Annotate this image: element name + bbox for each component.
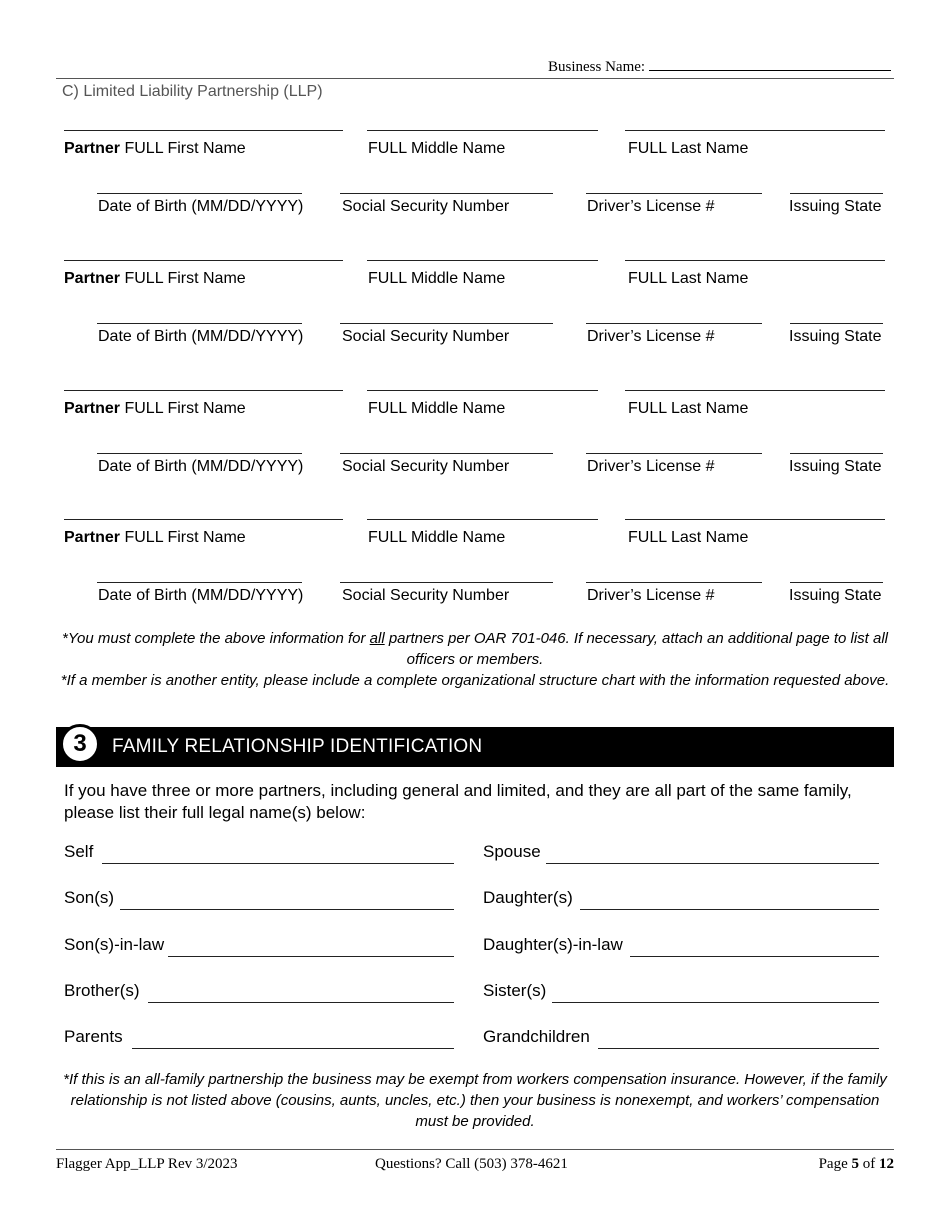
partner-ssn-label: Social Security Number bbox=[342, 198, 510, 215]
section-3-title: FAMILY RELATIONSHIP IDENTIFICATION bbox=[112, 736, 483, 757]
partner-first-name-line[interactable] bbox=[64, 390, 343, 391]
partner-state-label: Issuing State bbox=[789, 328, 882, 345]
partner-dl-line[interactable] bbox=[586, 453, 762, 454]
family-intro-text: If you have three or more partners, including general and limited, and they are all part of the same family, please list their full legal name(s) below: bbox=[64, 781, 852, 822]
family-field-line[interactable] bbox=[580, 909, 879, 910]
partner-first-name-line[interactable] bbox=[64, 519, 343, 520]
family-field-line[interactable] bbox=[630, 956, 879, 957]
partner-first-name-label: Partner FULL First Name bbox=[64, 140, 246, 157]
family-field-line[interactable] bbox=[552, 1002, 879, 1003]
family-field-label: Son(s) bbox=[64, 888, 115, 907]
business-name-input-line[interactable] bbox=[649, 57, 891, 71]
business-name-label: Business Name: bbox=[548, 59, 646, 75]
family-field-label: Sister(s) bbox=[483, 981, 547, 1000]
partner-dl-line[interactable] bbox=[586, 323, 762, 324]
partner-dob-label: Date of Birth (MM/DD/YYYY) bbox=[98, 458, 304, 475]
form-revision: Flagger App_LLP Rev 3/2023 bbox=[56, 1156, 238, 1172]
family-field-line[interactable] bbox=[132, 1048, 454, 1049]
partner-middle-name-label: FULL Middle Name bbox=[368, 400, 506, 417]
family-field-line[interactable] bbox=[168, 956, 454, 957]
family-exemption-note: *If this is an all-family partnership the business may be exempt from workers compensation insurance. However, if the family relationship is not listed above (cousins, aunts, uncles, etc.) then your business is nonexempt, and workers’ compensation must be provided. bbox=[63, 1071, 887, 1130]
partner-last-name-label: FULL Last Name bbox=[628, 140, 749, 157]
partner-middle-name-line[interactable] bbox=[367, 390, 598, 391]
partner-dl-label: Driver’s License # bbox=[587, 587, 715, 604]
family-field-line[interactable] bbox=[102, 863, 454, 864]
partner-dob-label: Date of Birth (MM/DD/YYYY) bbox=[98, 198, 304, 215]
contact-phone: Questions? Call (503) 378-4621 bbox=[375, 1156, 568, 1172]
family-field-label: Daughter(s)-in-law bbox=[483, 935, 623, 954]
partner-last-name-label: FULL Last Name bbox=[628, 400, 749, 417]
family-field-line[interactable] bbox=[546, 863, 879, 864]
partner-first-name-label: Partner FULL First Name bbox=[64, 529, 246, 546]
partner-ssn-line[interactable] bbox=[340, 323, 553, 324]
partners-note: *You must complete the above information for all partners per OAR 701-046. If necessary, attach an additional page to list all officers or members. bbox=[61, 630, 889, 668]
partner-dl-line[interactable] bbox=[586, 193, 762, 194]
family-field-line[interactable] bbox=[148, 1002, 454, 1003]
partner-ssn-line[interactable] bbox=[340, 193, 553, 194]
partner-dl-label: Driver’s License # bbox=[587, 458, 715, 475]
partner-last-name-label: FULL Last Name bbox=[628, 529, 749, 546]
family-field-line[interactable] bbox=[598, 1048, 879, 1049]
partner-ssn-label: Social Security Number bbox=[342, 328, 510, 345]
partner-last-name-line[interactable] bbox=[625, 390, 885, 391]
partner-middle-name-label: FULL Middle Name bbox=[368, 529, 506, 546]
family-field-label: Son(s)-in-law bbox=[64, 935, 165, 954]
partner-first-name-label: Partner FULL First Name bbox=[64, 400, 246, 417]
partner-state-line[interactable] bbox=[790, 582, 883, 583]
partner-state-line[interactable] bbox=[790, 323, 883, 324]
partner-middle-name-label: FULL Middle Name bbox=[368, 140, 506, 157]
partner-dl-line[interactable] bbox=[586, 582, 762, 583]
partner-last-name-line[interactable] bbox=[625, 130, 885, 131]
partner-dob-label: Date of Birth (MM/DD/YYYY) bbox=[98, 328, 304, 345]
section-c-title: C) Limited Liability Partnership (LLP) bbox=[62, 83, 323, 100]
partner-first-name-line[interactable] bbox=[64, 260, 343, 261]
partner-last-name-label: FULL Last Name bbox=[628, 270, 749, 287]
family-field-label: Parents bbox=[64, 1027, 123, 1046]
partner-state-line[interactable] bbox=[790, 453, 883, 454]
partner-state-label: Issuing State bbox=[789, 198, 882, 215]
partner-ssn-label: Social Security Number bbox=[342, 458, 510, 475]
family-field-label: Brother(s) bbox=[64, 981, 140, 1000]
header-divider bbox=[56, 78, 894, 79]
partner-middle-name-line[interactable] bbox=[367, 260, 598, 261]
business-name-field bbox=[548, 57, 891, 76]
partner-dob-line[interactable] bbox=[97, 193, 302, 194]
partner-first-name-line[interactable] bbox=[64, 130, 343, 131]
partner-dl-label: Driver’s License # bbox=[587, 328, 715, 345]
family-field-label: Grandchildren bbox=[483, 1027, 590, 1046]
partner-ssn-label: Social Security Number bbox=[342, 587, 510, 604]
partner-ssn-line[interactable] bbox=[340, 582, 553, 583]
partner-first-name-label: Partner FULL First Name bbox=[64, 270, 246, 287]
partner-state-line[interactable] bbox=[790, 193, 883, 194]
partner-dob-line[interactable] bbox=[97, 453, 302, 454]
family-field-label: Self bbox=[64, 842, 94, 861]
family-field-label: Daughter(s) bbox=[483, 888, 573, 907]
partner-ssn-line[interactable] bbox=[340, 453, 553, 454]
partner-last-name-line[interactable] bbox=[625, 519, 885, 520]
partner-dob-label: Date of Birth (MM/DD/YYYY) bbox=[98, 587, 304, 604]
partner-state-label: Issuing State bbox=[789, 587, 882, 604]
partner-dob-line[interactable] bbox=[97, 582, 302, 583]
partner-middle-name-label: FULL Middle Name bbox=[368, 270, 506, 287]
partner-middle-name-line[interactable] bbox=[367, 130, 598, 131]
entity-member-note: *If a member is another entity, please include a complete organizational structure chart with the information requested above. bbox=[60, 672, 890, 689]
partner-last-name-line[interactable] bbox=[625, 260, 885, 261]
footer-divider bbox=[56, 1149, 894, 1150]
page-number: Page 5 of 12 bbox=[818, 1156, 894, 1172]
family-field-label: Spouse bbox=[483, 842, 541, 861]
section-number-badge: 3 bbox=[60, 724, 100, 764]
partner-dob-line[interactable] bbox=[97, 323, 302, 324]
partner-dl-label: Driver’s License # bbox=[587, 198, 715, 215]
family-field-line[interactable] bbox=[120, 909, 454, 910]
partner-state-label: Issuing State bbox=[789, 458, 882, 475]
partner-middle-name-line[interactable] bbox=[367, 519, 598, 520]
